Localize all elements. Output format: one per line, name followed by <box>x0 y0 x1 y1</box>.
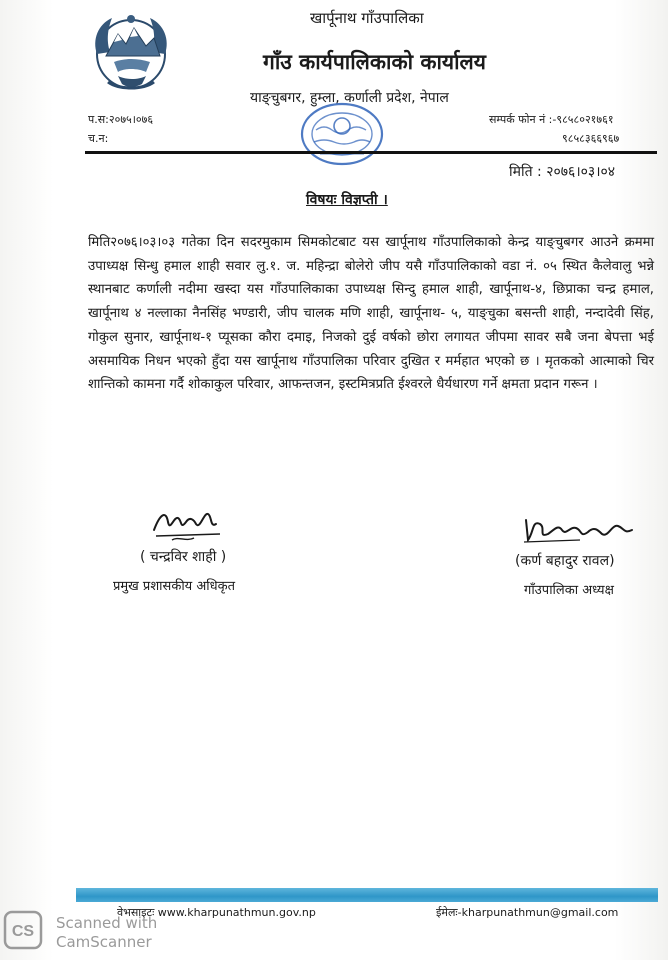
footer-color-band <box>76 888 658 902</box>
signer-left-title: प्रमुख प्रशासकीय अधिकृत <box>113 579 236 594</box>
office-title: गाँउ कार्यपालिकाको कार्यालय <box>263 50 486 74</box>
office-stamp-icon <box>296 100 388 170</box>
header-divider <box>85 151 657 154</box>
footer-website: वेभसाइटः www.kharpunathmun.gov.np <box>117 906 316 919</box>
notice-body: मिति२०७६।०३।०३ गतेका दिन सदरमुकाम सिमकोटबाट यस खार्पूनाथ गाँउपालिकाको केन्द्र याङ्चुबगर आउने क्रममा उपाध्यक्ष सिन्धु हमाल शाही सवार लु.१. ज. महिन्द्रा बोलेरो जीप यसै गाँउपालिकाको वडा नं. ०५ स्थित कैलेवालु भन्ने स्थानबाट कर्णाली नदीमा खस्दा यस गाँउपालिकाका उपाध्यक्ष सिन्दु हमाल शाही, खार्पूनाथ-४, छिप्राका चन्द्र हमाल, खार्पूनाथ ४ नल्लाका नैनसिंह भण्डारी, जीप चालक मणि शाही, खार्पूनाथ- ५, याङ्चुका बसन्ती शाही, नन्दादेवी सिंह, गोकुल सुनार, खार्पूनाथ-१ प्यूसका कौरा दमाइ, निजको दुई वर्षको छोरा लगायत जीपमा सावर सबै जना बेपत्ता भई असमायिक निधन भएको हुँदा यस खार्पूनाथ गाँउपालिका परिवार दुखित र मर्महात भएको छ । मृतकको आत्माको चिर शान्तिको कामना गर्दै शोकाकुल परिवार, आफन्तजन, इस्टमित्रप्रति ईश्वरले धैर्यधारण गर्ने क्षमता प्रदान गरून । <box>88 235 654 393</box>
municipality-name: खार्पूनाथ गाँउपालिका <box>310 9 424 27</box>
signer-right-name: (कर्ण बहादुर रावल) <box>515 553 615 569</box>
notice-date: मिति : २०७६।०३।०४ <box>509 164 616 180</box>
camscanner-watermark <box>56 914 157 952</box>
contact-phone-2: ९८५८३६६९६७ <box>562 132 620 145</box>
signer-right-title: गाँउपालिका अध्यक्ष <box>524 583 614 598</box>
notice-subject: विषयः विज्ञप्ती । <box>306 192 388 208</box>
signature-left-icon <box>150 504 224 544</box>
signer-left-name: ( चन्द्रविर शाही ) <box>140 549 227 565</box>
dispatch-number: च.न: <box>88 132 109 145</box>
nepal-government-emblem-icon <box>88 10 174 96</box>
signature-right-icon <box>520 512 638 546</box>
reference-number: प.स:२०७५।०७६ <box>88 113 154 126</box>
watermark-line-2: CamScanner <box>56 933 152 951</box>
camscanner-logo-icon <box>3 910 43 950</box>
watermark-line-1: Scanned with <box>56 914 158 932</box>
svg-text:CS: CS <box>11 923 35 940</box>
footer-email: ईमेलः-kharpunathmun@gmail.com <box>436 906 619 919</box>
office-address: याङ्‌चुबगर, हुम्ला, कर्णाली प्रदेश, नेपाल <box>250 90 449 106</box>
contact-phone-1: सम्पर्क फोन नं :-९८५८०२१७६१ <box>489 113 614 126</box>
